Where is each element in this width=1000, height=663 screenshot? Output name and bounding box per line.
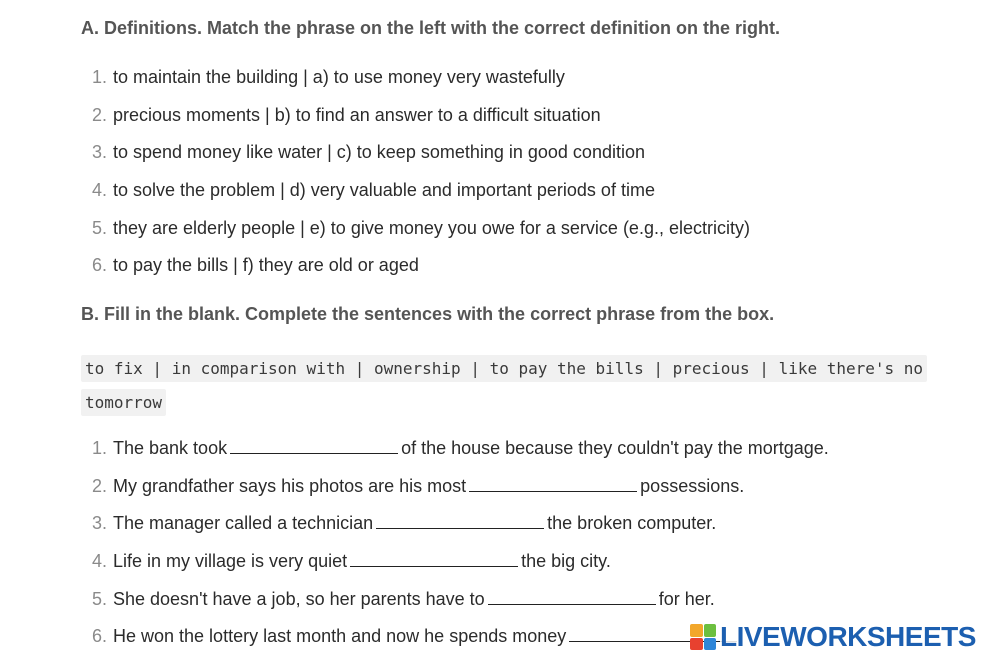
section-a-heading: A. Definitions. Match the phrase on the left with the correct definition on the right. (81, 18, 781, 38)
list-item: 5. She doesn't have a job, so her parents have to for her. (91, 588, 715, 609)
list-item: 3. to spend money like water | c) to keep something in good condition (91, 142, 645, 163)
section-b-heading: B. Fill in the blank. Complete the sentences with the correct phrase from the box. (81, 304, 775, 324)
list-item: 6. He won the lottery last month and now he spends money (81, 625, 829, 663)
phrase-box-line-2: tomorrow (81, 389, 166, 416)
answer-blank[interactable] (350, 550, 518, 567)
list-item: 1. The bank took of the house because they couldn't pay the mortgage. (91, 438, 829, 458)
list-item: 6. to pay the bills | f) they are old or aged (91, 255, 419, 276)
logo-squares-icon (690, 624, 716, 650)
answer-blank[interactable] (469, 475, 637, 492)
definitions-list (81, 66, 750, 292)
list-item: 2. precious moments | b) to find an answer to a difficult situation (91, 104, 601, 125)
logo-text: LIVEWORKSHEETS (720, 621, 976, 652)
list-item: 2. My grandfather says his photos are his most possessions. (91, 475, 745, 496)
phrase-box-line-1: to fix | in comparison with | ownership | to pay the bills | precious | like there's no (81, 355, 927, 382)
list-item: 4. Life in my village is very quiet the big city. (91, 551, 611, 572)
answer-blank[interactable] (376, 512, 544, 529)
answer-blank[interactable] (488, 588, 656, 605)
phrase-box (81, 352, 927, 420)
list-item: 4. to solve the problem | d) very valuable and important periods of time (91, 180, 655, 201)
liveworksheets-logo (690, 621, 976, 653)
list-item: 1. to maintain the building | a) to use money very wastefully (91, 67, 565, 87)
answer-blank[interactable] (230, 437, 398, 454)
list-item: 5. they are elderly people | e) to give money you owe for a service (e.g., electricity) (91, 217, 750, 238)
list-item: 3. The manager called a technician the broken computer. (91, 513, 717, 534)
